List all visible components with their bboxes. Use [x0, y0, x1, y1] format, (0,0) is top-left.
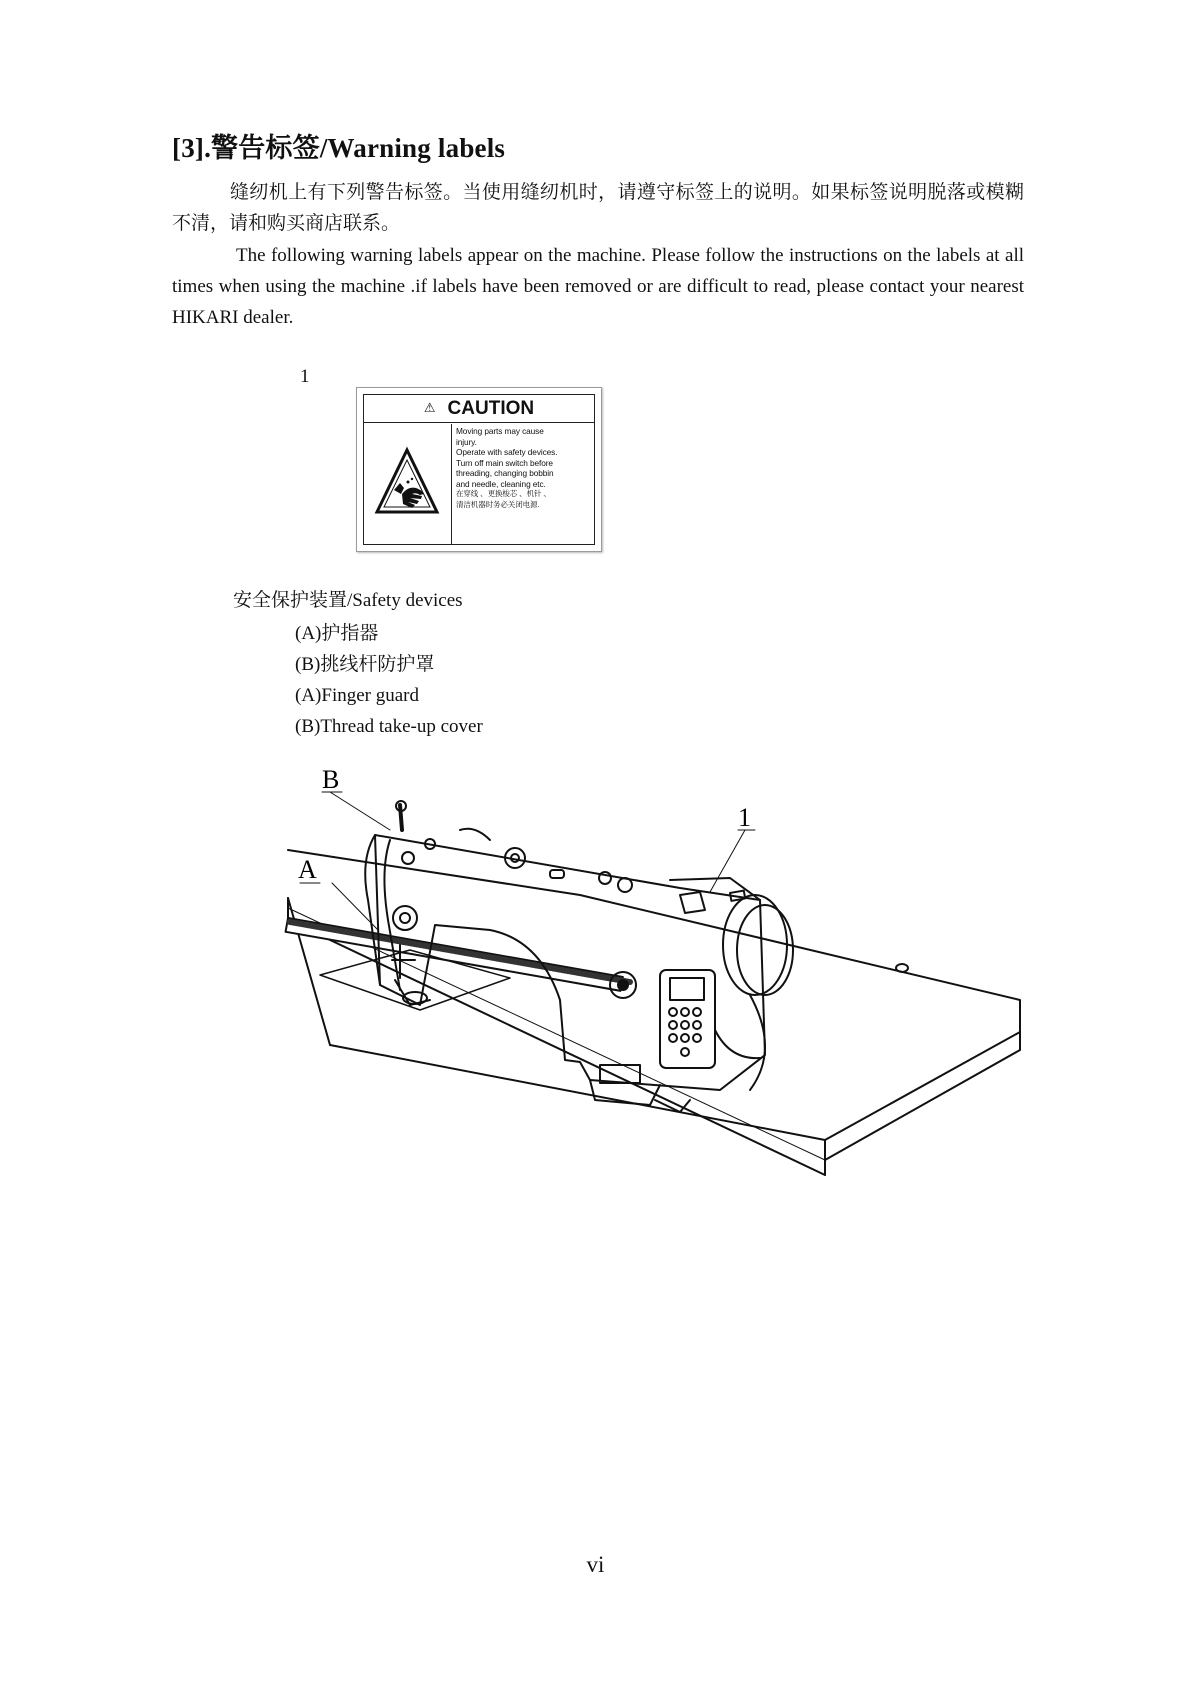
intro-paragraph-zh: 缝纫机上有下列警告标签。当使用缝纫机时，请遵守标签上的说明。如果标签说明脱落或模糊不清，请和购买商店联系。 — [172, 182, 1024, 234]
safety-device-item: (A)护指器 — [295, 623, 379, 644]
callout-1: 1 — [738, 803, 751, 832]
label-number: 1 — [300, 366, 310, 387]
hand-pinch-warning-icon — [364, 424, 452, 544]
caution-line: Moving parts may cause — [456, 426, 544, 436]
safety-device-item: (B)挑线杆防护罩 — [295, 654, 435, 675]
caution-line: and needle, cleaning etc. — [456, 478, 546, 489]
safety-device-item: (A)Finger guard — [295, 685, 419, 706]
caution-line: Operate with safety devices. — [456, 447, 558, 457]
caution-label-frame — [363, 394, 595, 545]
caution-label-header — [364, 395, 594, 423]
caution-line: threading, changing bobbin — [456, 468, 554, 478]
sewing-machine-drawing — [260, 765, 1020, 1270]
intro-paragraph-en: The following warning labels appear on the machine. Please follow the instructions on the labels at all times when using the machine .if labels have been removed or are difficult to read, please contact your nearest HIKARI dealer. — [172, 245, 1024, 328]
caution-line: 在穿线 、更换梭芯 、机针 、 — [456, 489, 551, 498]
section-heading: [3].警告标签/Warning labels — [172, 133, 506, 163]
caution-label — [356, 387, 602, 552]
warning-triangle-icon: ⚠ — [423, 400, 436, 415]
caution-title: CAUTION — [447, 398, 535, 419]
callout-a: A — [298, 855, 317, 884]
caution-line: 清洁机器时务必关闭电源. — [456, 499, 540, 509]
safety-device-item: (B)Thread take-up cover — [295, 716, 483, 737]
safety-devices-list — [295, 618, 483, 742]
caution-line: Turn off main switch before — [456, 457, 553, 468]
page-number: vi — [586, 1552, 605, 1577]
safety-devices-title: 安全保护装置/Safety devices — [233, 590, 463, 611]
caution-instructions — [456, 426, 592, 510]
caution-line: injury. — [456, 436, 477, 447]
callout-b: B — [322, 765, 340, 794]
